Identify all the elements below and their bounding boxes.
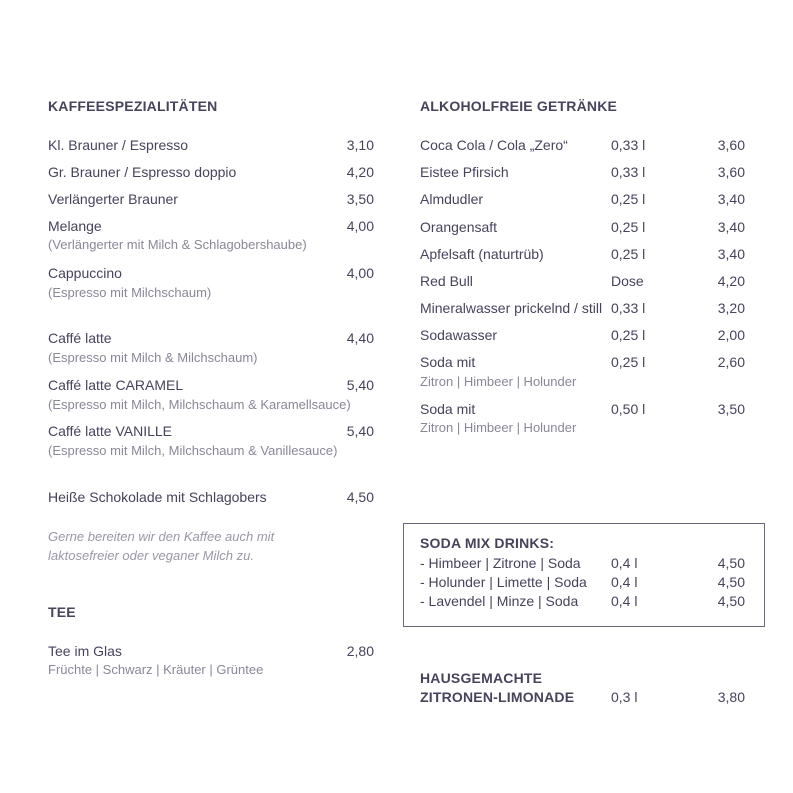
milk-note bbox=[48, 527, 274, 565]
menu-item-size: Dose bbox=[611, 273, 644, 289]
menu-item-size: 0,33 l bbox=[611, 137, 646, 153]
menu-item-name: Sodawasser bbox=[420, 327, 498, 343]
menu-item-name: Orangensaft bbox=[420, 219, 498, 235]
menu-item-description: Zitron | Himbeer | Holunder bbox=[420, 374, 577, 389]
menu-item-price: 4,50 bbox=[717, 555, 745, 571]
menu-item-description: Früchte | Schwarz | Kräuter | Grüntee bbox=[48, 662, 264, 677]
menu-item-price: 4,00 bbox=[346, 265, 374, 281]
soda-mix-heading: SODA MIX DRINKS: bbox=[420, 535, 555, 551]
menu-item-name: Tee im Glas bbox=[48, 643, 122, 659]
menu-item-name: Gr. Brauner / Espresso doppio bbox=[48, 164, 237, 180]
menu-item-price: 4,20 bbox=[346, 164, 374, 180]
menu-item-price: 2,80 bbox=[346, 643, 374, 659]
menu-item-size: 0,4 l bbox=[611, 593, 638, 609]
menu-item-size: 0,33 l bbox=[611, 164, 646, 180]
milk-note-line: laktosefreier oder veganer Milch zu. bbox=[48, 548, 254, 563]
menu-item-description: (Espresso mit Milch & Milchschaum) bbox=[48, 350, 258, 365]
menu-item-name: - Holunder | Limette | Soda bbox=[420, 574, 587, 590]
menu-item-price: 2,00 bbox=[717, 327, 745, 343]
menu-item-name: - Himbeer | Zitrone | Soda bbox=[420, 555, 581, 571]
menu-item-description: (Espresso mit Milch, Milchschaum & Vanillesauce) bbox=[48, 443, 338, 458]
menu-item-name: Apfelsaft (naturtrüb) bbox=[420, 246, 544, 262]
menu-item-size: 0,25 l bbox=[611, 219, 646, 235]
menu-item-price: 3,50 bbox=[717, 401, 745, 417]
menu-item-price: 3,10 bbox=[346, 137, 374, 153]
menu-item-price: 5,40 bbox=[346, 377, 374, 393]
menu-item-name: Verlängerter Brauner bbox=[48, 191, 178, 207]
menu-item-name: Eistee Pfirsich bbox=[420, 164, 509, 180]
menu-item-size: 0,33 l bbox=[611, 300, 646, 316]
menu-item-name: Soda mit bbox=[420, 401, 476, 417]
menu-item-name: Almdudler bbox=[420, 191, 484, 207]
menu-item-name: - Lavendel | Minze | Soda bbox=[420, 593, 579, 609]
menu-item-price: 2,60 bbox=[717, 354, 745, 370]
menu-item-price: 3,80 bbox=[717, 689, 745, 705]
menu-item-price: 3,20 bbox=[717, 300, 745, 316]
menu-item-size: 0,3 l bbox=[611, 689, 638, 705]
menu-item-price: 3,60 bbox=[717, 137, 745, 153]
menu-item-price: 4,50 bbox=[346, 489, 374, 505]
menu-item-price: 5,40 bbox=[346, 423, 374, 439]
lemonade-heading: HAUSGEMACHTE bbox=[420, 670, 543, 686]
menu-item-name: Kl. Brauner / Espresso bbox=[48, 137, 189, 153]
menu-item-name: Melange bbox=[48, 218, 102, 234]
menu-item-size: 0,25 l bbox=[611, 354, 646, 370]
milk-note-line: Gerne bereiten wir den Kaffee auch mit bbox=[48, 529, 275, 544]
menu-item-price: 3,50 bbox=[346, 191, 374, 207]
menu-item-description: Zitron | Himbeer | Holunder bbox=[420, 420, 577, 435]
menu-item-name: Caffé latte CARAMEL bbox=[48, 377, 184, 393]
menu-item-name: Heiße Schokolade mit Schlagobers bbox=[48, 489, 267, 505]
menu-item-size: 0,4 l bbox=[611, 574, 638, 590]
menu-item-price: 3,40 bbox=[717, 219, 745, 235]
menu-item-name: Cappuccino bbox=[48, 265, 122, 281]
lemonade-heading: ZITRONEN-LIMONADE bbox=[420, 689, 575, 705]
coffee-heading: KAFFEESPEZIALITÄTEN bbox=[48, 98, 218, 114]
tea-heading: TEE bbox=[48, 604, 76, 620]
menu-item-price: 4,50 bbox=[717, 593, 745, 609]
menu-item-price: 4,20 bbox=[717, 273, 745, 289]
menu-item-price: 3,40 bbox=[717, 191, 745, 207]
menu-item-price: 3,40 bbox=[717, 246, 745, 262]
menu-item-size: 0,4 l bbox=[611, 555, 638, 571]
menu-item-price: 3,60 bbox=[717, 164, 745, 180]
menu-item-price: 4,40 bbox=[346, 330, 374, 346]
menu-item-description: (Verlängerter mit Milch & Schlagobershaube) bbox=[48, 237, 307, 252]
menu-item-size: 0,25 l bbox=[611, 327, 646, 343]
menu-item-name: Mineralwasser prickelnd / still bbox=[420, 300, 603, 316]
menu-item-name: Caffé latte VANILLE bbox=[48, 423, 172, 439]
menu-item-size: 0,25 l bbox=[611, 191, 646, 207]
menu-item-name: Caffé latte bbox=[48, 330, 112, 346]
menu-item-name: Red Bull bbox=[420, 273, 473, 289]
menu-item-size: 0,25 l bbox=[611, 246, 646, 262]
menu-item-description: (Espresso mit Milch, Milchschaum & Karamellsauce) bbox=[48, 397, 351, 412]
menu-item-size: 0,50 l bbox=[611, 401, 646, 417]
menu-item-name: Soda mit bbox=[420, 354, 476, 370]
menu-item-price: 4,50 bbox=[717, 574, 745, 590]
menu-item-price: 4,00 bbox=[346, 218, 374, 234]
menu-item-description: (Espresso mit Milchschaum) bbox=[48, 285, 212, 300]
menu-item-name: Coca Cola / Cola „Zero“ bbox=[420, 137, 568, 153]
softdrinks-heading: ALKOHOLFREIE GETRÄNKE bbox=[420, 98, 618, 114]
